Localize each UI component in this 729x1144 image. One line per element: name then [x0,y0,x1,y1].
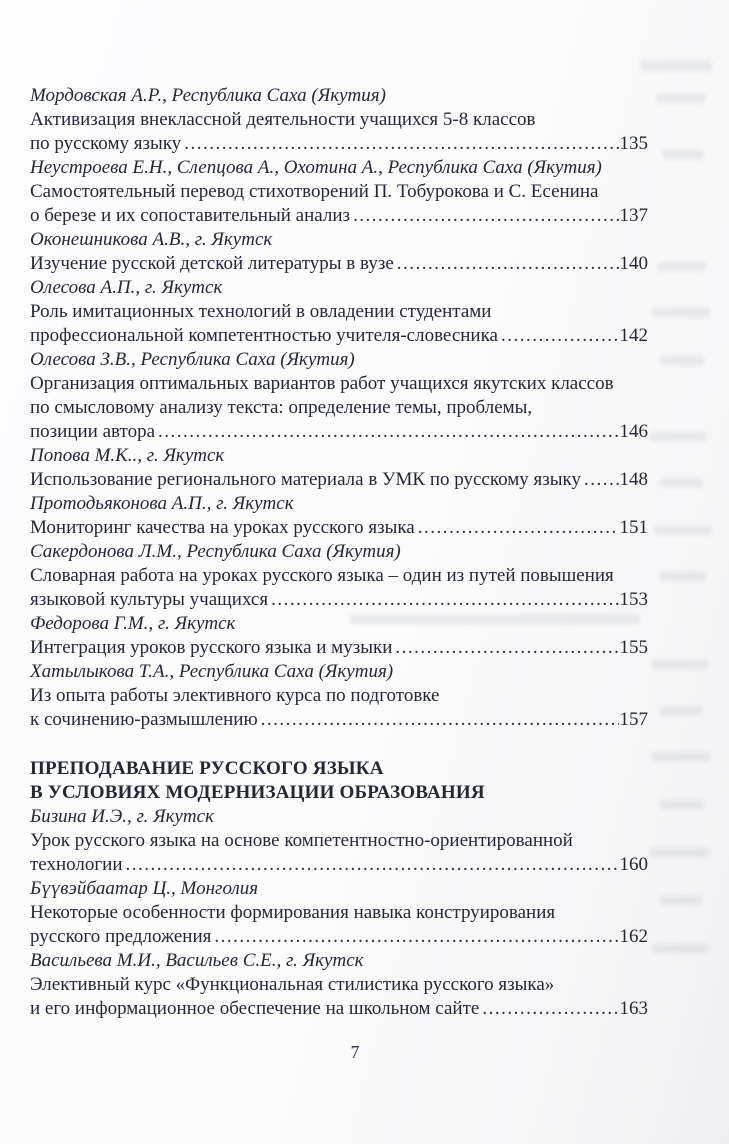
entry-author: Оконешникова А.В., г. Якутск [30,229,273,250]
toc-entry [30,444,648,492]
toc-entry [30,228,648,276]
dot-leader [126,853,619,877]
scan-artifact [640,60,712,71]
entry-title-last-line [30,708,648,732]
entry-title-last-line [30,853,648,877]
toc-entry [30,276,648,348]
scan-artifact [650,848,708,857]
toc-entry [30,348,648,444]
scan-artifact [658,262,706,271]
entry-author: Хатылыкова Т.А., Республика Саха (Якутия) [30,661,394,682]
entry-author: Протодьяконова А.П., г. Якутск [30,493,294,514]
scan-artifact [660,896,702,905]
page-number-footer: 7 [350,1042,360,1062]
entry-title-line: Элективный курс «Функциональная стилистика русского языка» [30,974,555,995]
entry-title-last-line [30,420,648,444]
dot-leader [271,588,618,612]
dot-leader [353,204,619,228]
entry-title-text: языковой культуры учащихся [30,589,269,610]
entry-title-text: Изучение русской детской литературы в вузе [30,253,394,274]
scan-artifact [650,432,706,441]
toc-entry [30,660,648,732]
toc-entry [30,156,648,228]
page-ref: 157 [619,709,648,730]
entry-author: Олесова А.П., г. Якутск [30,277,223,298]
entry-title-line: по смысловому анализу текста: определение темы, проблемы, [30,397,533,418]
entry-title-text: профессиональной компетентностью учителя-словесника [30,325,498,346]
toc-entry [30,540,648,612]
dot-leader [261,708,619,732]
dot-leader [214,925,618,949]
dot-leader [501,324,619,348]
dot-leader [482,997,618,1021]
entry-title-last-line [30,132,648,156]
toc-entry [30,805,648,877]
scan-artifact [652,660,708,669]
toc-entry [30,84,648,156]
entry-title-last-line [30,925,648,949]
page-ref: 137 [619,205,648,226]
entry-author: Васильева М.И., Васильев С.Е., г. Якутск [30,950,364,971]
entry-author: Неустроева Е.Н., Слепцова А., Охотина А., Республика Саха (Якутия) [30,157,602,178]
entry-title-last-line [30,997,648,1021]
entry-title-last-line [30,516,648,540]
entry-title-last-line [30,324,648,348]
page-ref: 162 [619,926,648,947]
scan-artifact [654,526,712,535]
scan-artifact [652,752,710,761]
entry-author: Олесова З.В., Республика Саха (Якутия) [30,349,355,370]
page-ref: 155 [619,637,648,658]
scan-artifact [660,478,702,487]
section-heading-line: В УСЛОВИЯХ МОДЕРНИЗАЦИИ ОБРАЗОВАНИЯ [30,782,485,803]
page-ref: 142 [619,325,648,346]
entry-author: Федорова Г.М., г. Якутск [30,613,236,634]
toc-entry [30,877,648,949]
entry-title-last-line [30,468,648,492]
section-heading [30,757,648,805]
entry-title-line: Некоторые особенности формирования навыка конструирования [30,902,556,923]
entry-author: Сакердонова Л.М., Республика Саха (Якутия) [30,541,401,562]
entry-title-line: Урок русского языка на основе компетентностно-ориентированной [30,830,573,851]
dot-leader [584,468,618,492]
dot-leader [184,132,618,156]
dot-leader [158,420,618,444]
entry-author: Бүүвэйбаатар Ц., Монголия [30,878,259,899]
section-heading-line: ПРЕПОДАВАНИЕ РУССКОГО ЯЗЫКА [30,758,384,779]
entry-title-text: Интеграция уроков русского языка и музыки [30,637,393,658]
entry-title-text: и его информационное обеспечение на школьном сайте [30,998,480,1019]
entry-title-text: Использование регионального материала в УМК по русскому языку [30,469,582,490]
entry-author: Бизина И.Э., г. Якутск [30,806,214,827]
dot-leader [397,252,619,276]
scan-artifact [652,308,710,317]
entry-title-last-line [30,204,648,228]
entry-title-line: Из опыта работы элективного курса по подготовке [30,685,440,706]
entry-title-text: о березе и их сопоставительный анализ [30,205,350,226]
entry-title-text: по русскому языку [30,133,182,154]
entry-title-text: Мониторинг качества на уроках русского языка [30,517,415,538]
entry-author: Мордовская А.Р., Республика Саха (Якутия) [30,85,386,106]
entry-title-line: Активизация внеклассной деятельности учащихся 5-8 классов [30,109,536,130]
entry-title-last-line [30,588,648,612]
entry-title-last-line [30,636,648,660]
page-ref: 163 [619,998,648,1019]
toc-list [30,84,648,1021]
entry-title-text: позиции автора [30,421,156,442]
page-ref: 153 [619,589,648,610]
entry-title-text: русского предложения [30,926,212,947]
entry-title-last-line [30,252,648,276]
page-ref: 148 [619,469,648,490]
scan-artifact [660,572,706,581]
page-ref: 146 [619,421,648,442]
scan-artifact [660,800,704,809]
page-ref: 151 [619,517,648,538]
toc-entry [30,949,648,1021]
dot-leader [395,636,618,660]
page-ref: 160 [619,854,648,875]
toc-entry [30,612,648,660]
dot-leader [418,516,619,540]
scan-artifact [660,706,702,715]
toc-entry [30,492,648,540]
entry-title-text: к сочинению-размышлению [30,709,258,730]
entry-title-line: Организация оптимальных вариантов работ учащихся якутских классов [30,373,614,394]
scan-artifact [652,944,708,953]
entry-title-text: технологии [30,854,123,875]
page-ref: 135 [619,133,648,154]
entry-title-line: Самостоятельный перевод стихотворений П. Тобурокова и С. Есенина [30,181,599,202]
page-ref: 140 [619,253,648,274]
scan-artifact [656,94,706,103]
entry-title-line: Роль имитационных технологий в овладении студентами [30,301,492,322]
scan-artifact [660,356,704,365]
scan-artifact [662,150,704,159]
entry-title-line: Словарная работа на уроках русского языка – один из путей повышения [30,565,614,586]
entry-author: Попова М.К.., г. Якутск [30,445,225,466]
